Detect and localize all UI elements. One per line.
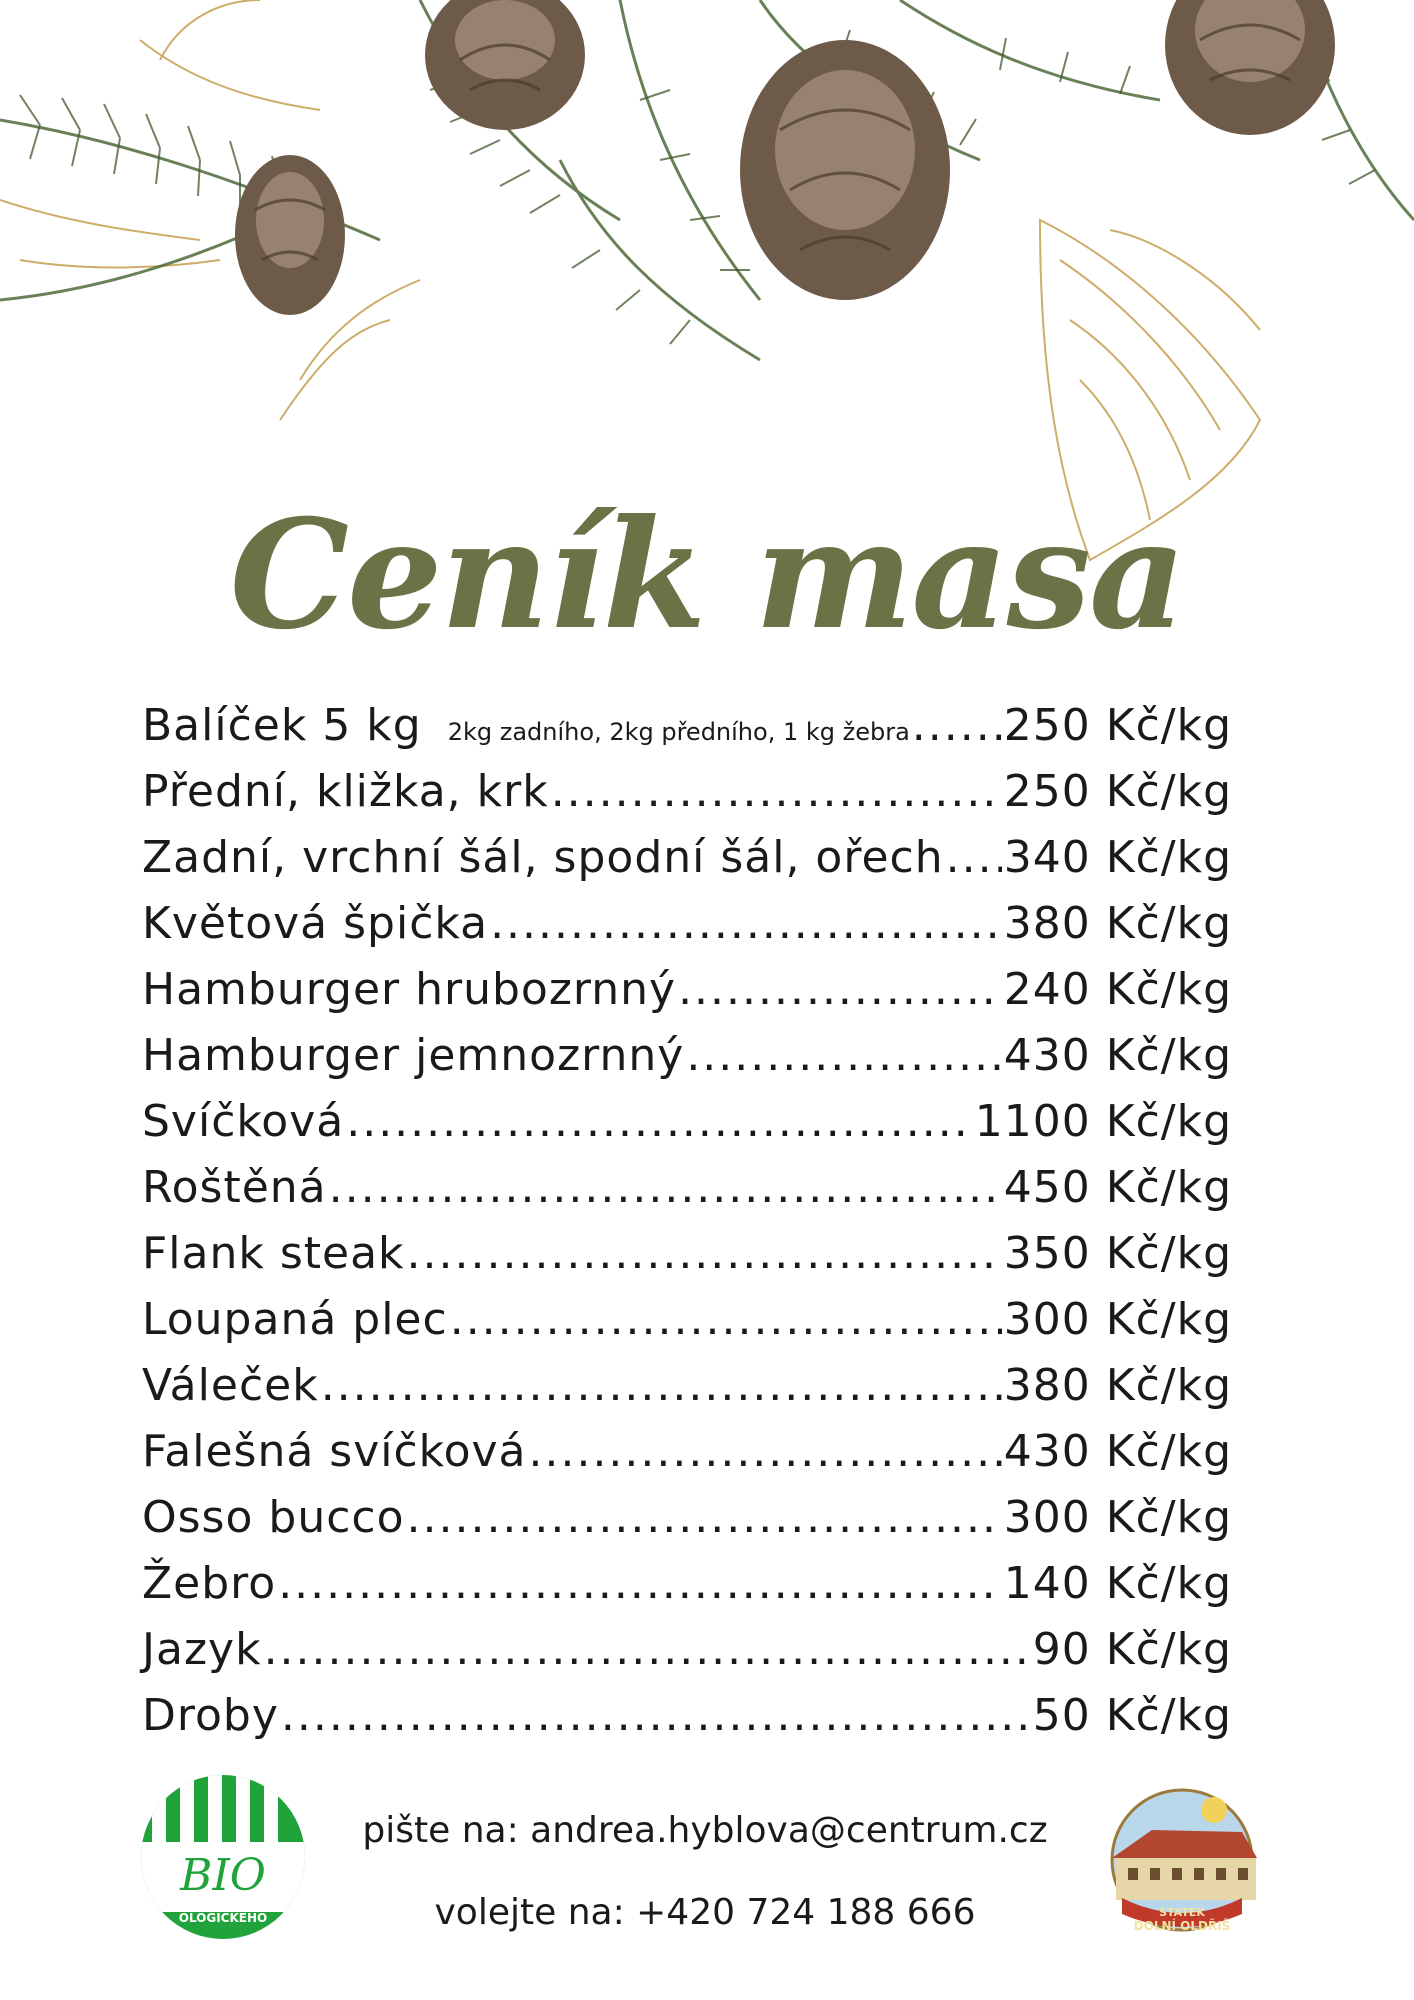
leader-dots (407, 1492, 1002, 1543)
item-price: 340 Kč/kg (1003, 832, 1232, 883)
price-row (142, 1294, 1232, 1360)
item-price: 240 Kč/kg (1003, 964, 1232, 1015)
farm-logo (1092, 1780, 1272, 1940)
price-row (142, 1690, 1232, 1756)
item-price: 250 Kč/kg (1003, 766, 1232, 817)
item-name: Žebro (142, 1558, 277, 1609)
leader-dots (346, 1096, 973, 1147)
item-price: 250 Kč/kg (1003, 700, 1232, 751)
item-price: 430 Kč/kg (1003, 1030, 1232, 1081)
price-row (142, 832, 1232, 898)
price-row (142, 1030, 1232, 1096)
leader-dots (490, 898, 1002, 949)
price-row (142, 1096, 1232, 1162)
item-name: Květová špička (142, 898, 489, 949)
item-name: Droby (142, 1690, 279, 1741)
page-title: Ceník masa (229, 487, 1185, 663)
item-name: Hamburger hrubozrnný (142, 964, 677, 1015)
item-price: 140 Kč/kg (1003, 1558, 1232, 1609)
contact-email: pište na: andrea.hyblova@centrum.cz (362, 1810, 1048, 1851)
leader-dots (264, 1624, 1031, 1675)
farm-logo-ribbon-text: STATEK (1159, 1906, 1205, 1919)
item-name: Váleček (142, 1360, 319, 1411)
leader-dots (946, 832, 1002, 883)
item-price: 430 Kč/kg (1003, 1426, 1232, 1477)
bio-logo (138, 1772, 308, 1942)
price-row (142, 1492, 1232, 1558)
price-row (142, 1426, 1232, 1492)
item-name: Roštěná (142, 1162, 327, 1213)
item-price: 300 Kč/kg (1003, 1492, 1232, 1543)
price-row (142, 964, 1232, 1030)
leader-dots (678, 964, 1002, 1015)
item-name: Osso bucco (142, 1492, 405, 1543)
item-price: 1100 Kč/kg (974, 1096, 1232, 1147)
price-list (142, 700, 1232, 1756)
leader-dots (281, 1690, 1031, 1741)
farm-logo-name-text: DOLNÍ OLDŘIŠ (1133, 1919, 1231, 1933)
price-row (142, 1162, 1232, 1228)
leader-dots (450, 1294, 1002, 1345)
item-name: Flank steak (142, 1228, 405, 1279)
price-row (142, 1360, 1232, 1426)
price-row (142, 1228, 1232, 1294)
leader-dots (278, 1558, 1002, 1609)
bio-logo-ring-text: OLOGICKÉHO (178, 1911, 268, 1925)
item-price: 350 Kč/kg (1003, 1228, 1232, 1279)
item-name: Jazyk (142, 1624, 262, 1675)
price-row-package (142, 700, 1232, 766)
leader-dots (321, 1360, 1002, 1411)
item-note: 2kg zadního, 2kg předního, 1 kg žebra (447, 718, 910, 746)
leader-dots (329, 1162, 1002, 1213)
item-name: Hamburger jemnozrnný (142, 1030, 685, 1081)
item-name: Zadní, vrchní šál, spodní šál, ořech (142, 832, 944, 883)
leader-dots (407, 1228, 1002, 1279)
item-price: 50 Kč/kg (1032, 1690, 1232, 1741)
price-row (142, 766, 1232, 832)
item-name: Falešná svíčková (142, 1426, 527, 1477)
item-name: Přední, kližka, krk (142, 766, 549, 817)
leader-dots (551, 766, 1002, 817)
price-row (142, 898, 1232, 964)
leader-dots (529, 1426, 1002, 1477)
bio-logo-text: BIO (180, 1850, 266, 1901)
price-row (142, 1558, 1232, 1624)
item-price: 380 Kč/kg (1003, 898, 1232, 949)
item-price: 380 Kč/kg (1003, 1360, 1232, 1411)
item-name: Balíček 5 kg (142, 700, 422, 751)
item-name: Svíčková (142, 1096, 345, 1147)
contact-phone: volejte na: +420 724 188 666 (434, 1892, 976, 1933)
item-price: 450 Kč/kg (1003, 1162, 1232, 1213)
item-price: 90 Kč/kg (1032, 1624, 1232, 1675)
leader-dots (686, 1030, 1001, 1081)
price-row (142, 1624, 1232, 1690)
item-price: 300 Kč/kg (1003, 1294, 1232, 1345)
leader-dots (912, 700, 1002, 751)
item-name: Loupaná plec (142, 1294, 448, 1345)
